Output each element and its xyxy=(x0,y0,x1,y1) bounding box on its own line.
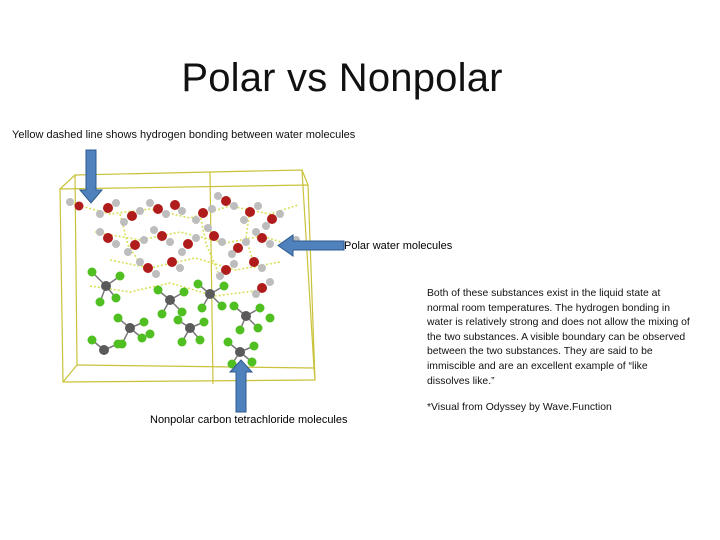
up-arrow-icon xyxy=(230,360,252,412)
description-text: Both of these substances exist in the liquid state at normal room temperatures. The hydrogen bonding in water is relatively strong and does not allow the mixing of the two substances. A visible boundary can be observed between the two substances. They are said to be immiscible and are an excellent example of “like dissolves like.” xyxy=(427,288,690,387)
carbon-tetrachloride-atoms xyxy=(88,268,275,369)
slide-title: Polar vs Nonpolar xyxy=(181,56,503,100)
nonpolar-ccl4-label: Nonpolar carbon tetrachloride molecules xyxy=(150,414,348,426)
polar-water-label: Polar water molecules xyxy=(344,240,453,252)
credit-text: *Visual from Odyssey by Wave.Function xyxy=(427,402,612,413)
down-arrow-icon xyxy=(80,150,102,203)
simulation-box xyxy=(60,170,315,384)
hydrogen-bond-caption: Yellow dashed line shows hydrogen bonding between water molecules xyxy=(12,129,356,141)
